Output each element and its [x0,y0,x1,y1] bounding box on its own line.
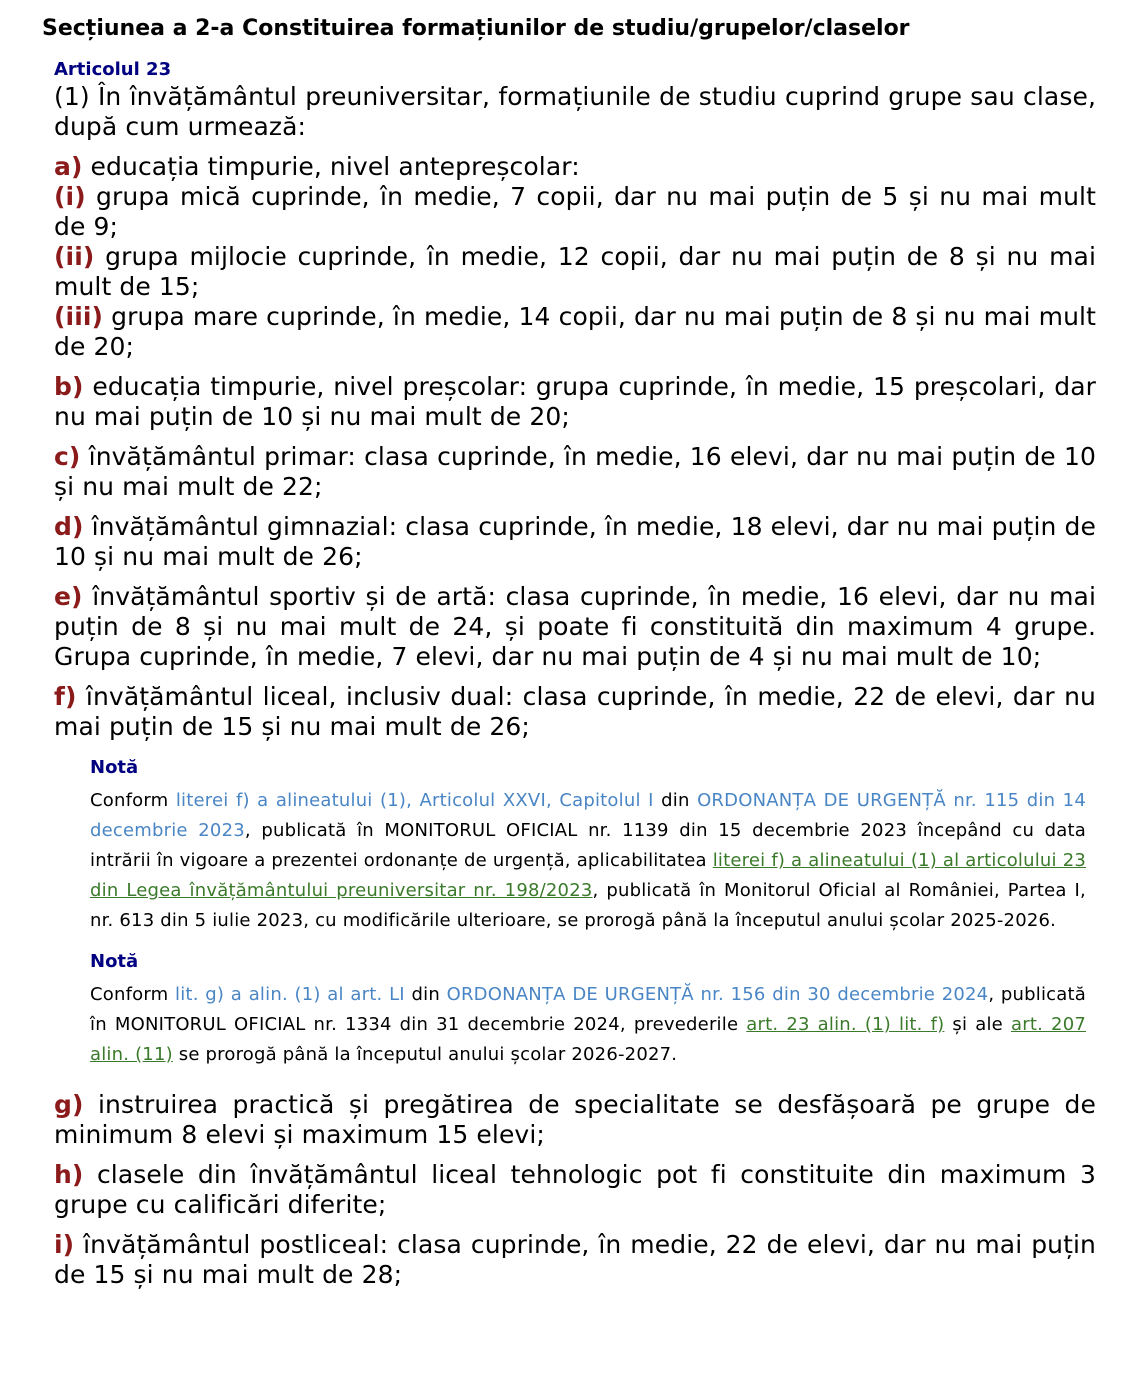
note-1-connector: din [653,790,698,811]
item-a-iii-label: (iii) [54,302,104,331]
note-1-title: Notă [90,757,139,778]
note-2-text: , publicată în MONITORUL OFICIAL nr. 1334 din 31 decembrie 2024, prevederile [90,984,1086,1035]
note-2-body [90,980,1086,1070]
item-e [54,582,1096,672]
note-1-text: , publicată în MONITORUL OFICIAL nr. 1139 din 15 decembrie 2023 începând cu data intrării în vigoare a prezentei ordonanțe de urgență, aplicabilitatea [90,820,1086,871]
item-h-label: h) [54,1160,84,1189]
item-b-text: educația timpurie, nivel preșcolar: grupa cuprinde, în medie, 15 preșcolari, dar nu mai puțin de 10 și nu mai mult de 20; [54,372,1096,431]
item-g-text: instruirea practică și pregătirea de specialitate se desfășoară pe grupe de minimum 8 elevi și maximum 15 elevi; [54,1090,1096,1149]
note-2-reference-article[interactable]: lit. g) a alin. (1) al art. LI [175,984,405,1005]
note-2-connector: din [404,984,447,1005]
note-2-connector-2: și ale [944,1014,1011,1035]
item-a-iii-text: grupa mare cuprinde, în medie, 14 copii, dar nu mai puțin de 8 și nu mai mult de 20; [54,302,1096,361]
item-c-label: c) [54,442,81,471]
note-1-reference-ordinance[interactable]: ORDONANȚA DE URGENȚĂ nr. 115 din 14 decembrie 2023 [90,790,1086,841]
item-a-ii [54,242,1096,302]
item-e-text: învățământul sportiv și de artă: clasa cuprinde, în medie, 16 elevi, dar nu mai puțin de 8 și nu mai mult de 24, și poate fi constituită din maximum 4 grupe. Grupa cuprinde, în medie, 7 elevi, dar nu mai puțin de 4 și nu mai mult de 10; [54,582,1096,671]
note-2-article-207-link[interactable]: art. 207 alin. (11) [90,1014,1087,1065]
note-1 [90,756,1086,936]
item-g-label: g) [54,1090,84,1119]
note-2-suffix: se prorogă până la începutul anului școlar 2026-2027. [172,1044,678,1065]
article-body [54,58,1096,1290]
item-i-label: i) [54,1230,75,1259]
item-b-label: b) [54,372,84,401]
item-d-label: d) [54,512,84,541]
note-1-prefix: Conform [90,790,176,811]
item-a-ii-text: grupa mijlocie cuprinde, în medie, 12 copii, dar nu mai puțin de 8 și nu mai mult de 15; [54,242,1096,301]
item-a-i-label: (i) [54,182,86,211]
item-f-label: f) [54,682,77,711]
note-2 [90,950,1086,1070]
item-a-text: educația timpurie, nivel antepreșcolar: [82,152,580,181]
note-2-reference-ordinance[interactable]: ORDONANȚA DE URGENȚĂ nr. 156 din 30 decembrie 2024 [446,984,989,1005]
item-h [54,1160,1096,1220]
item-d-text: învățământul gimnazial: clasa cuprinde, în medie, 18 elevi, dar nu mai puțin de 10 și nu mai mult de 26; [54,512,1096,571]
item-f [54,682,1096,742]
note-2-article-23-link[interactable]: art. 23 alin. (1) lit. f) [746,1014,945,1035]
item-i-text: învățământul postliceal: clasa cuprinde, în medie, 22 de elevi, dar nu mai puțin de 15 și nu mai mult de 28; [54,1230,1096,1289]
item-a-i-text: grupa mică cuprinde, în medie, 7 copii, dar nu mai puțin de 5 și nu mai mult de 9; [54,182,1096,241]
item-h-text: clasele din învățământul liceal tehnologic pot fi constituite din maximum 3 grupe cu calificări diferite; [54,1160,1096,1219]
item-f-text: învățământul liceal, inclusiv dual: clasa cuprinde, în medie, 22 de elevi, dar nu mai puțin de 15 și nu mai mult de 26; [54,682,1096,741]
article-title: Articolul 23 [54,59,172,80]
item-c [54,442,1096,502]
item-a [54,152,1096,182]
note-2-title: Notă [90,951,139,972]
item-a-label: a) [54,152,83,181]
note-1-suffix: , publicată în Monitorul Oficial al României, Partea I, nr. 613 din 5 iulie 2023, cu modificările ulterioare, se prorogă până la începutul anului școlar 2025-2026. [90,880,1086,931]
note-1-reference-article[interactable]: literei f) a alineatului (1), Articolul XXVI, Capitolul I [175,790,654,811]
note-1-body [90,786,1086,936]
paragraph-1-intro: (1) În învățământul preuniversitar, formațiunile de studiu cuprind grupe sau clase, după cum urmează: [54,82,1096,141]
item-e-label: e) [54,582,83,611]
item-i [54,1230,1096,1290]
item-b [54,372,1096,432]
note-1-law-link[interactable]: literei f) a alineatului (1) al articolului 23 din Legea învățământului preuniversitar nr. 198/2023 [90,850,1086,901]
item-d [54,512,1096,572]
note-2-prefix: Conform [90,984,176,1005]
item-a-iii [54,302,1096,362]
item-a-i [54,182,1096,242]
item-a-ii-label: (ii) [54,242,95,271]
item-c-text: învățământul primar: clasa cuprinde, în medie, 16 elevi, dar nu mai puțin de 10 și nu mai mult de 22; [54,442,1096,501]
section-title: Secțiunea a 2-a Constituirea formațiunilor de studiu/grupelor/claselor [42,16,910,41]
item-g [54,1090,1096,1150]
